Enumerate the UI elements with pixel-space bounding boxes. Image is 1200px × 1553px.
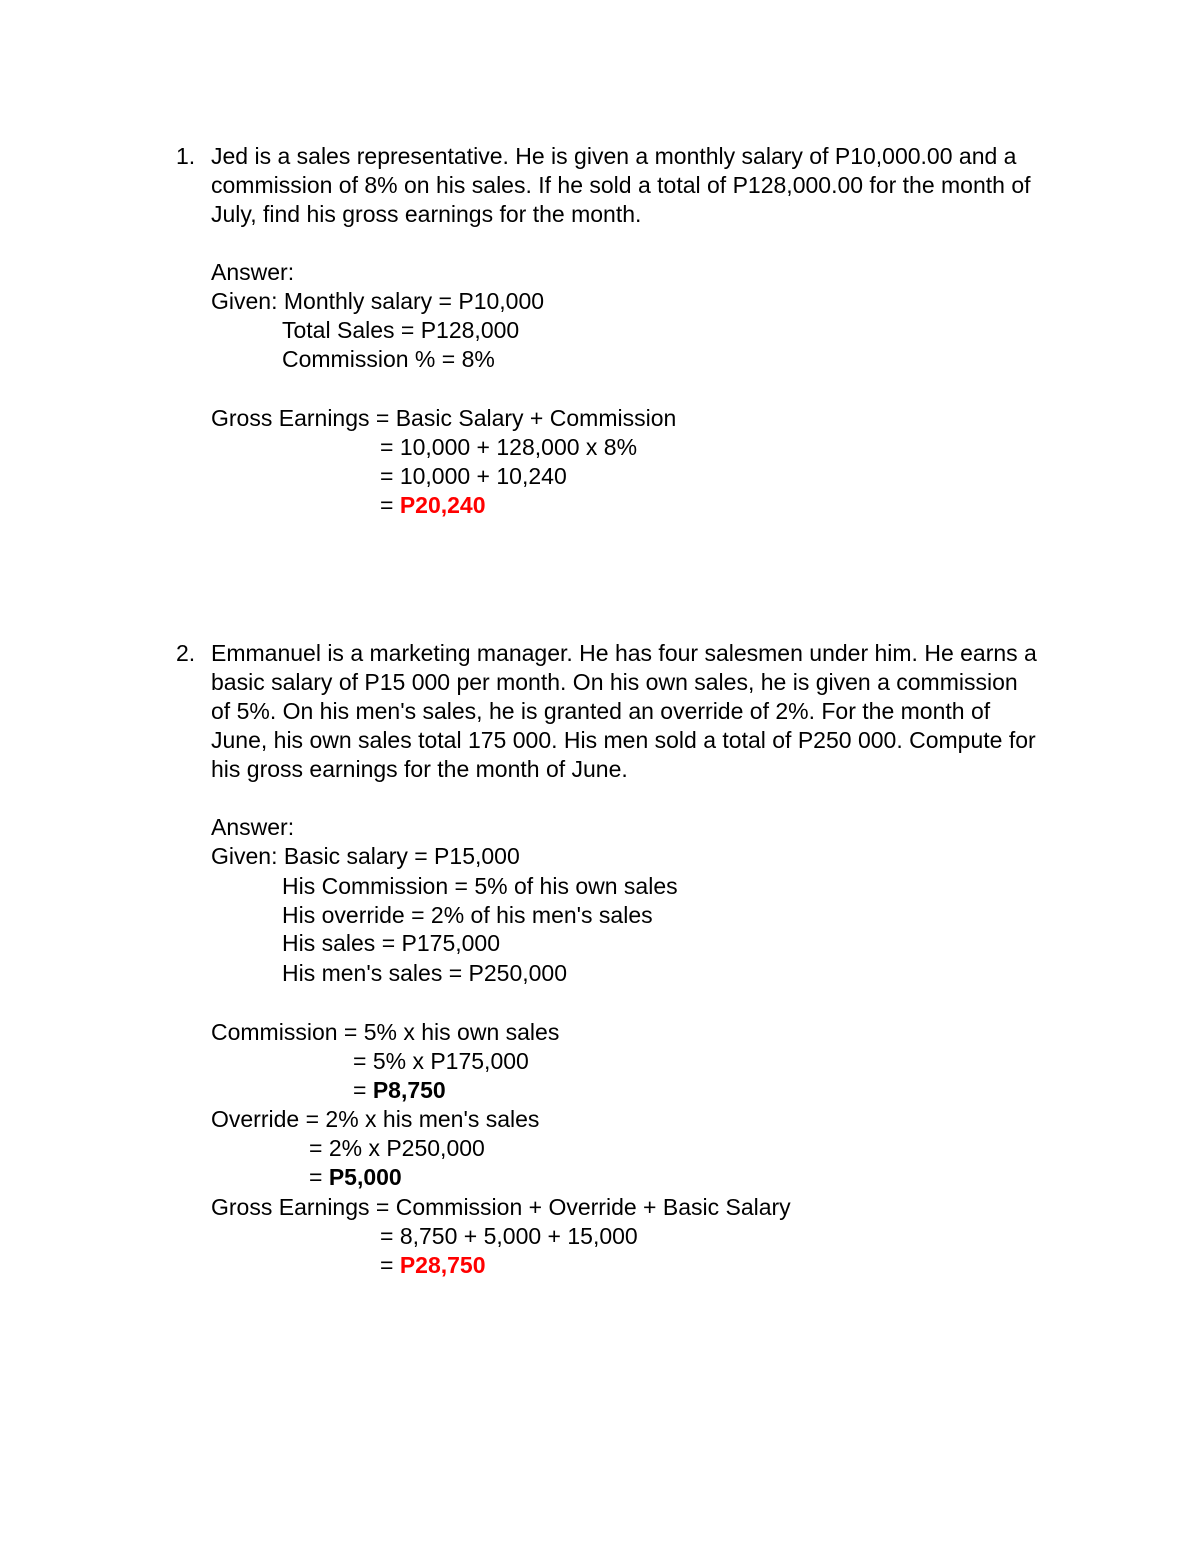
problem-2-gross-step: = 8,750 + 5,000 + 15,000 [380, 1223, 638, 1249]
problem-1-given-2: Total Sales = P128,000 [282, 317, 520, 343]
problem-2-given-2: His Commission = 5% of his own sales [282, 873, 678, 899]
problem-2-question-line-3: of 5%. On his men's sales, he is granted an override of 2%. For the month of [211, 698, 991, 724]
problem-2-gross-result-prefix: = [380, 1252, 400, 1278]
problem-2-commission-result [353, 1076, 446, 1105]
problem-1-given-1: Given: Monthly salary = P10,000 [211, 288, 545, 314]
problem-2-gross-result-value: P28,750 [399, 1252, 486, 1278]
problem-1-number: 1. [176, 143, 196, 169]
problem-2-override-formula: Override = 2% x his men's sales [211, 1106, 540, 1132]
problem-2-gross-result [380, 1251, 486, 1280]
problem-2-override-result [309, 1163, 402, 1192]
problem-2-override-step: = 2% x P250,000 [309, 1135, 485, 1161]
problem-1-question-line-1: Jed is a sales representative. He is given a monthly salary of P10,000.00 and a [211, 143, 1017, 169]
problem-1-question-line-3: July, find his gross earnings for the month. [211, 201, 642, 227]
problem-2-override-result-value: P5,000 [328, 1164, 402, 1190]
problem-2-given-3: His override = 2% of his men's sales [282, 902, 653, 928]
problem-2-commission-result-prefix: = [353, 1077, 373, 1103]
problem-1-step-2: = 10,000 + 10,240 [380, 463, 567, 489]
problem-2-question-line-4: June, his own sales total 175 000. His men sold a total of P250 000. Compute for [211, 727, 1036, 753]
problem-2-answer-label: Answer: [211, 814, 295, 840]
problem-1-formula: Gross Earnings = Basic Salary + Commission [211, 405, 677, 431]
problem-2-commission-step: = 5% x P175,000 [353, 1048, 529, 1074]
problem-2-number: 2. [176, 640, 196, 666]
problem-2-question-line-1: Emmanuel is a marketing manager. He has four salesmen under him. He earns a [211, 640, 1037, 666]
problem-1-result [380, 491, 486, 520]
problem-2-question-line-5: his gross earnings for the month of June. [211, 756, 628, 782]
problem-2-commission-formula: Commission = 5% x his own sales [211, 1019, 560, 1045]
problem-2-commission-result-value: P8,750 [372, 1077, 446, 1103]
problem-1-answer-label: Answer: [211, 259, 295, 285]
problem-1-given-3: Commission % = 8% [282, 346, 495, 372]
problem-2-gross-formula: Gross Earnings = Commission + Override + Basic Salary [211, 1194, 791, 1220]
problem-2-question-line-2: basic salary of P15 000 per month. On his own sales, he is given a commission [211, 669, 1018, 695]
problem-1-step-1: = 10,000 + 128,000 x 8% [380, 434, 638, 460]
problem-2-given-4: His sales = P175,000 [282, 930, 500, 956]
problem-1-result-prefix: = [380, 492, 400, 518]
problem-1-question-line-2: commission of 8% on his sales. If he sold a total of P128,000.00 for the month of [211, 172, 1031, 198]
problem-2-given-5: His men's sales = P250,000 [282, 960, 568, 986]
problem-1-result-value: P20,240 [399, 492, 486, 518]
problem-2-override-result-prefix: = [309, 1164, 329, 1190]
problem-2-given-1: Given: Basic salary = P15,000 [211, 843, 520, 869]
